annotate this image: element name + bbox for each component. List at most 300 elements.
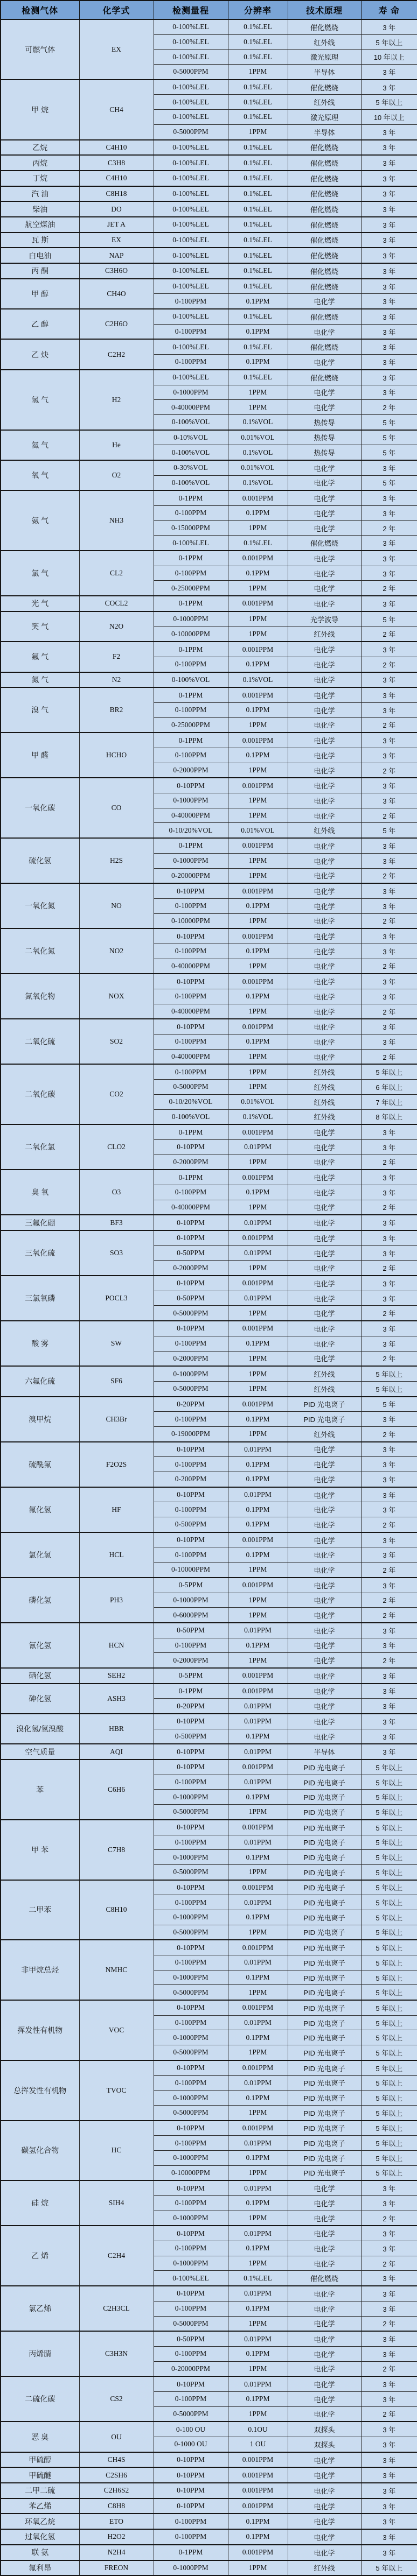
range-cell: 0-10PPM xyxy=(154,974,228,989)
gas-name-cell: 白电油 xyxy=(1,248,79,263)
formula-cell: NOX xyxy=(79,974,154,1019)
gas-name-cell: 二甲苯 xyxy=(1,1880,79,1940)
principle-cell: 电化学 xyxy=(288,1517,361,1532)
resolution-cell: 0.01PPM xyxy=(228,2226,288,2241)
resolution-cell: 1PPM xyxy=(228,1381,288,1396)
lifespan-cell: 3 年 xyxy=(361,2286,417,2301)
resolution-cell: 0.01PPM xyxy=(228,2331,288,2346)
lifespan-cell: 3 年 xyxy=(361,2514,417,2529)
range-cell: 0-10PPM xyxy=(154,2376,228,2391)
principle-cell: 电化学 xyxy=(288,868,361,883)
principle-cell: 电化学 xyxy=(288,2545,361,2560)
range-cell: 0-10PPM xyxy=(154,1759,228,1775)
lifespan-cell: 3 年 xyxy=(361,339,417,354)
range-cell: 0-10/20%VOL xyxy=(154,1094,228,1109)
range-cell: 0-10PPM xyxy=(154,1532,228,1547)
formula-cell: SIH4 xyxy=(79,2180,154,2226)
resolution-cell: 0.001PPM xyxy=(228,1321,288,1336)
lifespan-cell: 3 年 xyxy=(361,490,417,505)
range-cell: 0-5000PPM xyxy=(154,2316,228,2331)
gas-name-cell: 氯乙烯 xyxy=(1,2286,79,2331)
table-row xyxy=(1,2545,417,2560)
resolution-cell: 1PPM xyxy=(228,1608,288,1623)
gas-name-cell: 丙烷 xyxy=(1,155,79,171)
resolution-cell: 0.01PPM xyxy=(228,2015,288,2030)
header-lifespan: 寿 命 xyxy=(361,1,417,19)
lifespan-cell: 3 年 xyxy=(361,124,417,139)
lifespan-cell: 3 年 xyxy=(361,140,417,156)
range-cell: 0-40000PPM xyxy=(154,959,228,974)
lifespan-cell: 3 年 xyxy=(361,2545,417,2560)
lifespan-cell: 3 年 xyxy=(361,80,417,95)
lifespan-cell: 3 年 xyxy=(361,883,417,898)
resolution-cell: 0.1%VOL xyxy=(228,414,288,430)
formula-cell: N2O xyxy=(79,611,154,642)
principle-cell: 电化学 xyxy=(288,672,361,688)
lifespan-cell: 3 年 xyxy=(361,19,417,34)
resolution-cell: 0.1%LEL xyxy=(228,201,288,217)
resolution-cell: 0.01PPM xyxy=(228,2376,288,2391)
range-cell: 0-5000PPM xyxy=(154,1306,228,1321)
table-row xyxy=(1,1487,417,1502)
lifespan-cell: 5 年 xyxy=(361,445,417,460)
gas-name-cell: 氟化氢 xyxy=(1,1487,79,1532)
principle-cell: 电化学 xyxy=(288,1684,361,1699)
resolution-cell: 0.001PPM xyxy=(228,596,288,611)
table-header-row xyxy=(1,1,417,19)
range-cell: 0-2000PPM xyxy=(154,763,228,778)
table-row xyxy=(1,2226,417,2241)
range-cell: 0-100PPM xyxy=(154,1336,228,1351)
resolution-cell: 0.001PPM xyxy=(228,1668,288,1684)
range-cell: 0-100PPM xyxy=(154,1502,228,1517)
principle-cell: 激光原理 xyxy=(288,50,361,65)
resolution-cell: 0.01PPM xyxy=(228,1775,288,1790)
table-row xyxy=(1,642,417,657)
table-row xyxy=(1,2180,417,2195)
table-row xyxy=(1,672,417,688)
resolution-cell: 1PPM xyxy=(228,1200,288,1215)
resolution-cell: 0.01%VOL xyxy=(228,430,288,445)
range-cell: 0-100PPM xyxy=(154,1185,228,1200)
resolution-cell: 0.01PPM xyxy=(228,1139,288,1155)
gas-name-cell: 二氧化碳 xyxy=(1,1064,79,1124)
range-cell: 0-100PPM xyxy=(154,2391,228,2406)
table-row xyxy=(1,233,417,248)
range-cell: 0-10PPM xyxy=(154,883,228,898)
table-row xyxy=(1,1124,417,1139)
range-cell: 0-100%VOL xyxy=(154,672,228,688)
lifespan-cell: 3 年 xyxy=(361,155,417,171)
principle-cell: 电化学 xyxy=(288,1729,361,1744)
lifespan-cell: 3 年 xyxy=(361,1124,417,1139)
resolution-cell: 0.001PPM xyxy=(228,733,288,748)
formula-cell: SO3 xyxy=(79,1230,154,1276)
resolution-cell: 0.1PPM xyxy=(228,1517,288,1532)
resolution-cell: 1PPM xyxy=(228,2316,288,2331)
range-cell: 0-10/20%VOL xyxy=(154,823,228,838)
table-row xyxy=(1,2498,417,2514)
resolution-cell: 1PPM xyxy=(228,1366,288,1381)
range-cell: 0-1PPM xyxy=(154,490,228,505)
lifespan-cell: 2 年 xyxy=(361,1563,417,1578)
principle-cell: 电化学 xyxy=(288,566,361,581)
gas-name-cell: 甲硫醇 xyxy=(1,2452,79,2468)
principle-cell: PID 光电离子 xyxy=(288,1790,361,1805)
range-cell: 0-100%VOL xyxy=(154,475,228,490)
lifespan-cell: 10 年以上 xyxy=(361,50,417,65)
principle-cell: 电化学 xyxy=(288,520,361,536)
header-range: 检测量程 xyxy=(154,1,228,19)
lifespan-cell: 5 年以上 xyxy=(361,1381,417,1396)
formula-cell: TVOC xyxy=(79,2060,154,2121)
range-cell: 0-10%VOL xyxy=(154,430,228,445)
lifespan-cell: 2 年 xyxy=(361,2361,417,2376)
range-cell: 0-10PPM xyxy=(154,1880,228,1895)
resolution-cell: 0.01PPM xyxy=(228,1487,288,1502)
resolution-cell: 0.1PPM xyxy=(228,2196,288,2211)
principle-cell: 电化学 xyxy=(288,581,361,596)
principle-cell: 电化学 xyxy=(288,2196,361,2211)
gas-name-cell: 甲 醛 xyxy=(1,733,79,778)
range-cell: 0-10PPM xyxy=(154,1744,228,1759)
formula-cell: C2SH6 xyxy=(79,2467,154,2483)
lifespan-cell: 5 年 xyxy=(361,414,417,430)
principle-cell: PID 光电离子 xyxy=(288,1910,361,1925)
lifespan-cell: 5 年以上 xyxy=(361,2105,417,2120)
resolution-cell: 0.001PPM xyxy=(228,974,288,989)
principle-cell: 电化学 xyxy=(288,2180,361,2195)
formula-cell: EX xyxy=(79,19,154,80)
gas-name-cell: 氮氧化物 xyxy=(1,974,79,1019)
range-cell: 0-20PPM xyxy=(154,1397,228,1412)
range-cell: 0-1000PPM xyxy=(154,793,228,808)
principle-cell: 催化燃烧 xyxy=(288,536,361,551)
lifespan-cell: 2 年 xyxy=(361,763,417,778)
resolution-cell: 1PPM xyxy=(228,1004,288,1019)
lifespan-cell: 3 年 xyxy=(361,2498,417,2514)
principle-cell: 电化学 xyxy=(288,702,361,717)
table-row xyxy=(1,1276,417,1291)
principle-cell: 电化学 xyxy=(288,1457,361,1472)
resolution-cell: 0.01%VOL xyxy=(228,1094,288,1109)
range-cell: 0-10PPM xyxy=(154,1714,228,1729)
gas-name-cell: 二甲二硫 xyxy=(1,2483,79,2498)
range-cell: 0-20000PPM xyxy=(154,2361,228,2376)
table-row xyxy=(1,2121,417,2136)
principle-cell: PID 光电离子 xyxy=(288,1835,361,1850)
principle-cell: PID 光电离子 xyxy=(288,2045,361,2060)
principle-cell: 光学波导 xyxy=(288,611,361,627)
lifespan-cell: 3 年 xyxy=(361,1139,417,1155)
formula-cell: C7H8 xyxy=(79,1820,154,1880)
range-cell: 0-100PPM xyxy=(154,2136,228,2151)
header-principle: 技术原理 xyxy=(288,1,361,19)
lifespan-cell: 5 年以上 xyxy=(361,1805,417,1820)
range-cell: 0-5000PPM xyxy=(154,1381,228,1396)
range-cell: 0-20000PPM xyxy=(154,868,228,883)
lifespan-cell: 3 年 xyxy=(361,1532,417,1547)
range-cell: 0-100%VOL xyxy=(154,414,228,430)
principle-cell: 电化学 xyxy=(288,928,361,944)
gas-name-cell: 乙 烯 xyxy=(1,2226,79,2286)
range-cell: 0-1PPM xyxy=(154,1170,228,1185)
table-row xyxy=(1,263,417,279)
resolution-cell: 1PPM xyxy=(228,385,288,400)
lifespan-cell: 3 年 xyxy=(361,1699,417,1714)
resolution-cell: 0.01PPM xyxy=(228,2075,288,2091)
lifespan-cell: 2 年 xyxy=(361,657,417,672)
gas-name-cell: 氦 气 xyxy=(1,430,79,460)
resolution-cell: 1PPM xyxy=(228,1080,288,1095)
range-cell: 0-10PPM xyxy=(154,2483,228,2498)
lifespan-cell: 5 年以上 xyxy=(361,1835,417,1850)
gas-name-cell: 氟利昂 xyxy=(1,2560,79,2576)
table-row xyxy=(1,1759,417,1775)
table-row xyxy=(1,2422,417,2437)
table-row xyxy=(1,155,417,171)
principle-cell: 电化学 xyxy=(288,1321,361,1336)
lifespan-cell: 3 年 xyxy=(361,2241,417,2256)
principle-cell: PID 光电离子 xyxy=(288,1820,361,1835)
table-row xyxy=(1,1940,417,1955)
lifespan-cell: 3 年 xyxy=(361,385,417,400)
resolution-cell: 0.001PPM xyxy=(228,551,288,566)
lifespan-cell: 8 年以上 xyxy=(361,1109,417,1124)
resolution-cell: 0.1PPM xyxy=(228,2150,288,2165)
lifespan-cell: 3 年 xyxy=(361,1230,417,1245)
formula-cell: PH3 xyxy=(79,1578,154,1623)
gas-name-cell: 氟 气 xyxy=(1,642,79,672)
formula-cell: H2 xyxy=(79,370,154,430)
resolution-cell: 0.01PPM xyxy=(228,2136,288,2151)
table-row xyxy=(1,2483,417,2498)
lifespan-cell: 5 年以上 xyxy=(361,34,417,50)
lifespan-cell: 3 年 xyxy=(361,1547,417,1563)
principle-cell: 电化学 xyxy=(288,2211,361,2226)
formula-cell: H2S xyxy=(79,838,154,883)
resolution-cell: 1PPM xyxy=(228,2211,288,2226)
table-row xyxy=(1,2514,417,2529)
resolution-cell: 0.1PPM xyxy=(228,2091,288,2106)
lifespan-cell: 2 年 xyxy=(361,627,417,642)
resolution-cell: 1PPM xyxy=(228,2165,288,2180)
lifespan-cell: 3 年 xyxy=(361,1623,417,1638)
range-cell: 0-50PPM xyxy=(154,1245,228,1261)
table-row xyxy=(1,2452,417,2468)
range-cell: 0-10PPM xyxy=(154,1820,228,1835)
resolution-cell: 0.001PPM xyxy=(228,1170,288,1185)
principle-cell: 激光原理 xyxy=(288,110,361,125)
formula-cell: CL2 xyxy=(79,551,154,596)
range-cell: 0-1000PPM xyxy=(154,1910,228,1925)
principle-cell: 电化学 xyxy=(288,2391,361,2406)
principle-cell: PID 光电离子 xyxy=(288,2105,361,2120)
resolution-cell: 0.1%VOL xyxy=(228,475,288,490)
resolution-cell: 0.001PPM xyxy=(228,2121,288,2136)
principle-cell: PID 光电离子 xyxy=(288,1775,361,1790)
lifespan-cell: 3 年 xyxy=(361,263,417,279)
principle-cell: 电化学 xyxy=(288,1668,361,1684)
gas-name-cell: 挥发性有机物 xyxy=(1,2000,79,2060)
principle-cell: 催化燃烧 xyxy=(288,279,361,294)
range-cell: 0-1000 OU xyxy=(154,2437,228,2452)
resolution-cell: 0.1OU xyxy=(228,2422,288,2437)
resolution-cell: 0.1%LEL xyxy=(228,140,288,156)
principle-cell: 热传导 xyxy=(288,445,361,460)
range-cell: 0-10PPM xyxy=(154,1442,228,1457)
resolution-cell: 0.01PPM xyxy=(228,1744,288,1759)
resolution-cell: 0.1%LEL xyxy=(228,370,288,385)
resolution-cell: 0.001PPM xyxy=(228,490,288,505)
resolution-cell: 0.01PPM xyxy=(228,2286,288,2301)
principle-cell: 电化学 xyxy=(288,1049,361,1064)
range-cell: 0-10PPM xyxy=(154,2121,228,2136)
lifespan-cell: 3 年 xyxy=(361,944,417,959)
gas-name-cell: 瓦 斯 xyxy=(1,233,79,248)
gas-name-cell: 溴甲烷 xyxy=(1,1397,79,1442)
table-row xyxy=(1,1321,417,1336)
gas-name-cell: 汽 油 xyxy=(1,186,79,202)
principle-cell: PID 光电离子 xyxy=(288,1940,361,1955)
table-row xyxy=(1,1880,417,1895)
formula-cell: C4H10 xyxy=(79,140,154,156)
principle-cell: 电化学 xyxy=(288,898,361,913)
lifespan-cell: 3 年 xyxy=(361,370,417,385)
lifespan-cell: 2 年 xyxy=(361,1261,417,1276)
range-cell: 0-100PPM xyxy=(154,1835,228,1850)
principle-cell: 红外线 xyxy=(288,1109,361,1124)
principle-cell: 电化学 xyxy=(288,400,361,415)
principle-cell: 电化学 xyxy=(288,1532,361,1547)
range-cell: 0-1PPM xyxy=(154,642,228,657)
formula-cell: CS2 xyxy=(79,2376,154,2422)
table-row xyxy=(1,733,417,748)
principle-cell: 催化燃烧 xyxy=(288,248,361,263)
resolution-cell: 1PPM xyxy=(228,2406,288,2422)
principle-cell: 电化学 xyxy=(288,2331,361,2346)
resolution-cell: 0.1%LEL xyxy=(228,217,288,233)
table-row xyxy=(1,1019,417,1034)
principle-cell: 双探头 xyxy=(288,2422,361,2437)
principle-cell: 电化学 xyxy=(288,1230,361,1245)
range-cell: 0-10PPM xyxy=(154,1230,228,1245)
range-cell: 0-5000PPM xyxy=(154,65,228,80)
table-row xyxy=(1,1820,417,1835)
resolution-cell: 1PPM xyxy=(228,581,288,596)
gas-name-cell: 二硫化碳 xyxy=(1,2376,79,2422)
resolution-cell: 0.01%VOL xyxy=(228,460,288,475)
gas-name-cell: 柴油 xyxy=(1,201,79,217)
range-cell: 0-10PPM xyxy=(154,2498,228,2514)
gas-name-cell: 甲 苯 xyxy=(1,1820,79,1880)
lifespan-cell: 5 年以上 xyxy=(361,2150,417,2165)
resolution-cell: 0.001PPM xyxy=(228,1759,288,1775)
principle-cell: 电化学 xyxy=(288,1276,361,1291)
lifespan-cell: 5 年以上 xyxy=(361,1940,417,1955)
range-cell: 0-100%LEL xyxy=(154,50,228,65)
table-row xyxy=(1,1170,417,1185)
table-row xyxy=(1,1230,417,1245)
principle-cell: 双探头 xyxy=(288,2437,361,2452)
resolution-cell: 1 OU xyxy=(228,2437,288,2452)
range-cell: 0-5PPM xyxy=(154,1578,228,1593)
resolution-cell: 1PPM xyxy=(228,1261,288,1276)
lifespan-cell: 2 年 xyxy=(361,1426,417,1441)
resolution-cell: 1PPM xyxy=(228,1306,288,1321)
lifespan-cell: 2 年 xyxy=(361,400,417,415)
lifespan-cell: 3 年 xyxy=(361,1276,417,1291)
principle-cell: 红外线 xyxy=(288,1064,361,1079)
gas-name-cell: 酸 雾 xyxy=(1,1321,79,1366)
formula-cell: HC xyxy=(79,2121,154,2181)
range-cell: 0-10000PPM xyxy=(154,1563,228,1578)
table-row xyxy=(1,430,417,445)
resolution-cell: 1PPM xyxy=(228,2256,288,2271)
lifespan-cell: 3 年 xyxy=(361,1502,417,1517)
lifespan-cell: 3 年 xyxy=(361,248,417,263)
table-body xyxy=(1,19,417,2575)
resolution-cell: 1PPM xyxy=(228,2105,288,2120)
range-cell: 0-15000PPM xyxy=(154,520,228,536)
resolution-cell: 1PPM xyxy=(228,1155,288,1170)
formula-cell: AQI xyxy=(79,1744,154,1759)
principle-cell: 电化学 xyxy=(288,763,361,778)
resolution-cell: 0.01PPM xyxy=(228,2180,288,2195)
range-cell: 0-19000PPM xyxy=(154,1426,228,1441)
range-cell: 0-100PPM xyxy=(154,898,228,913)
range-cell: 0-1000PPM xyxy=(154,1593,228,1608)
range-cell: 0-100%LEL xyxy=(154,370,228,385)
gas-name-cell: 非甲烷总烃 xyxy=(1,1940,79,2000)
lifespan-cell: 5 年以上 xyxy=(361,1820,417,1835)
resolution-cell: 1PPM xyxy=(228,2045,288,2060)
formula-cell: C3H8 xyxy=(79,155,154,171)
gas-name-cell: 碳氢化合物 xyxy=(1,2121,79,2181)
table-row xyxy=(1,883,417,898)
lifespan-cell: 3 年 xyxy=(361,1578,417,1593)
principle-cell: 电化学 xyxy=(288,2483,361,2498)
table-row xyxy=(1,2560,417,2576)
principle-cell: 电化学 xyxy=(288,1593,361,1608)
principle-cell: 电化学 xyxy=(288,2256,361,2271)
range-cell: 0-40000PPM xyxy=(154,1049,228,1064)
range-cell: 0-100PPM xyxy=(154,1895,228,1910)
range-cell: 0-5000PPM xyxy=(154,124,228,139)
resolution-cell: 0.1PPM xyxy=(228,1638,288,1653)
lifespan-cell: 3 年 xyxy=(361,2483,417,2498)
range-cell: 0-100PPM xyxy=(154,2301,228,2316)
gas-name-cell: 氢 气 xyxy=(1,370,79,430)
range-cell: 0-100%LEL xyxy=(154,233,228,248)
range-cell: 0-1000PPM xyxy=(154,2211,228,2226)
lifespan-cell: 3 年 xyxy=(361,309,417,324)
lifespan-cell: 3 年 xyxy=(361,279,417,294)
range-cell: 0-100PPM xyxy=(154,702,228,717)
resolution-cell: 0.01PPM xyxy=(228,1215,288,1230)
resolution-cell: 0.1%LEL xyxy=(228,95,288,110)
formula-cell: FREON xyxy=(79,2560,154,2576)
range-cell: 0-100PPM xyxy=(154,324,228,339)
range-cell: 0-1000PPM xyxy=(154,1366,228,1381)
range-cell: 0-10PPM xyxy=(154,1276,228,1291)
range-cell: 0-100PPM xyxy=(154,566,228,581)
range-cell: 0-1000PPM xyxy=(154,611,228,627)
formula-cell: C2H2 xyxy=(79,339,154,369)
lifespan-cell: 3 年 xyxy=(361,853,417,868)
principle-cell: 电化学 xyxy=(288,2467,361,2483)
range-cell: 0-1000PPM xyxy=(154,1970,228,1985)
